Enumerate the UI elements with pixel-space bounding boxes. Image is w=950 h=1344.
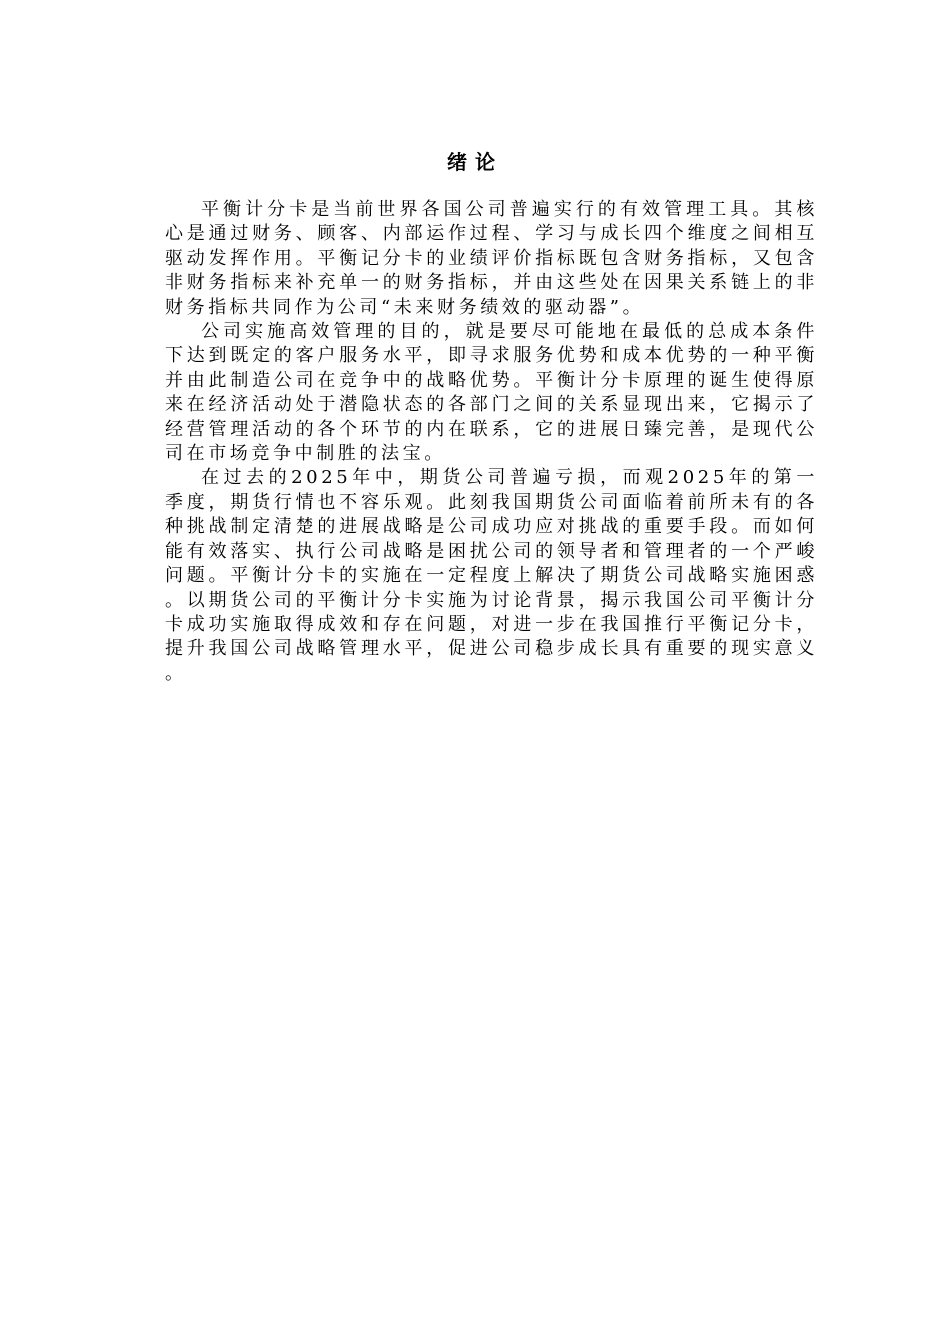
paragraph-2: 公司实施高效管理的目的，就是要尽可能地在最低的总成本条件下达到既定的客户服务水平，即寻求服务优势和成本优势的一种平衡并由此制造公司在竞争中的战略优势。平衡计分卡原理的诞生使得原来在经济活动处于潜隐状态的各部门之间的关系显现出来，它揭示了经营管理活动的各个环节的内在联系，它的进展日臻完善，是现代公司在市场竞争中制胜的法宝。 — [165, 321, 818, 465]
paragraph-3: 在过去的2025年中，期货公司普遍亏损，而观2025年的第一季度，期货行情也不容乐观。此刻我国期货公司面临着前所未有的各种挑战制定清楚的进展战略是公司成功应对挑战的重要手段。而如何能有效落实、执行公司战略是困扰公司的领导者和管理者的一个严峻问题。平衡计分卡的实施在一定程度上解决了期货公司战略实施困惑。以期货公司的平衡计分卡实施为讨论背景，揭示我国公司平衡计分卡成功实施取得成效和存在问题，对进一步在我国推行平衡记分卡，提升我国公司战略管理水平，促进公司稳步成长具有重要的现实意义。 — [165, 467, 818, 684]
page-title: 绪论 — [447, 150, 503, 174]
body-text — [165, 198, 818, 686]
paragraph-1: 平衡计分卡是当前世界各国公司普遍实行的有效管理工具。其核心是通过财务、顾客、内部运作过程、学习与成长四个维度之间相互驱动发挥作用。平衡记分卡的业绩评价指标既包含财务指标，又包含非财务指标来补充单一的财务指标，并由这些处在因果关系链上的非财务指标共同作为公司“未来财务绩效的驱动器”。 — [165, 199, 818, 318]
